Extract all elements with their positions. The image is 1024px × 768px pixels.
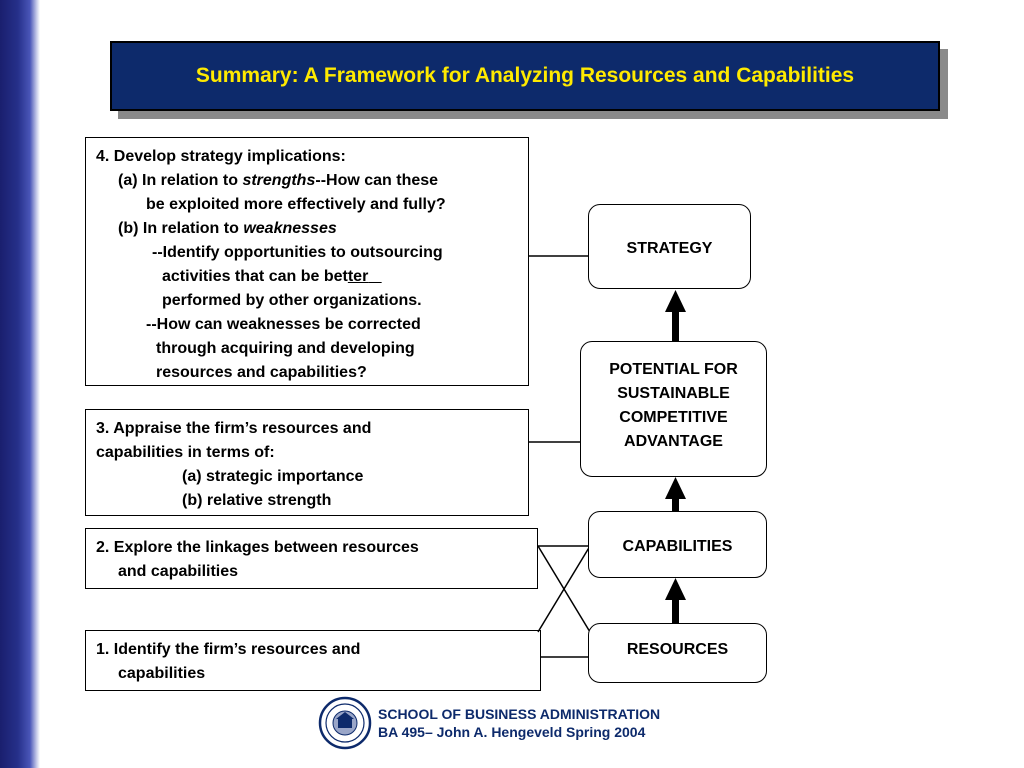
capabilities-node [588,511,767,578]
step1-line1: 1. Identify the firm’s resources and [96,641,361,658]
potential-label-line1: POTENTIAL FOR [609,361,738,378]
arrow-shaft-potential-strategy [672,310,679,341]
arrow-head-resources-capabilities [665,578,686,600]
step4-line7: performed by other organizations. [162,292,422,309]
potential-label-line2: SUSTAINABLE [617,385,730,402]
step3-line1: 3. Appraise the firm’s resources and [96,420,372,437]
arrow-head-capabilities-potential [665,477,686,499]
step1-line2: capabilities [118,665,206,682]
arrow-shaft-capabilities-potential [672,497,679,511]
resources-node [588,623,767,683]
arrow-shaft-resources-capabilities [672,598,679,623]
arrow-head-potential-strategy [665,290,686,312]
footer-text [378,705,660,741]
slide-title: Summary: A Framework for Analyzing Resources and Capabilities [110,41,940,111]
strategy-node [588,204,751,289]
step4-line8: --How can weaknesses be corrected [146,316,421,333]
potential-node [580,341,767,477]
step3-line2: capabilities in terms of: [96,444,275,461]
potential-label-line4: ADVANTAGE [624,433,723,450]
step4-line5: --Identify opportunities to outsourcing [152,244,443,261]
step4-line4: (b) In relation to weaknesses [118,220,337,237]
step4-line3: be exploited more effectively and fully? [146,196,446,213]
footer-school: SCHOOL OF BUSINESS ADMINISTRATION [378,706,661,722]
step4-line2: (a) In relation to strengths--How can these [118,172,439,189]
footer-course: BA 495– John A. Hengeveld Spring 2004 [378,724,646,740]
potential-label-line3: COMPETITIVE [619,409,728,426]
step4-line10: resources and capabilities? [156,364,367,381]
step4-line9: through acquiring and developing [156,340,415,357]
step4-line1: 4. Develop strategy implications: [96,148,346,165]
step3-line3: (a) strategic importance [182,468,364,485]
step2-line2: and capabilities [118,563,239,580]
capabilities-label: CAPABILITIES [622,538,733,555]
strategy-label: STRATEGY [626,240,713,257]
step2-line1: 2. Explore the linkages between resources [96,539,419,556]
step3-line4: (b) relative strength [182,492,332,509]
resources-label: RESOURCES [626,641,729,658]
step4-line6: activities that can be better [162,268,369,285]
university-seal-icon [318,696,372,750]
